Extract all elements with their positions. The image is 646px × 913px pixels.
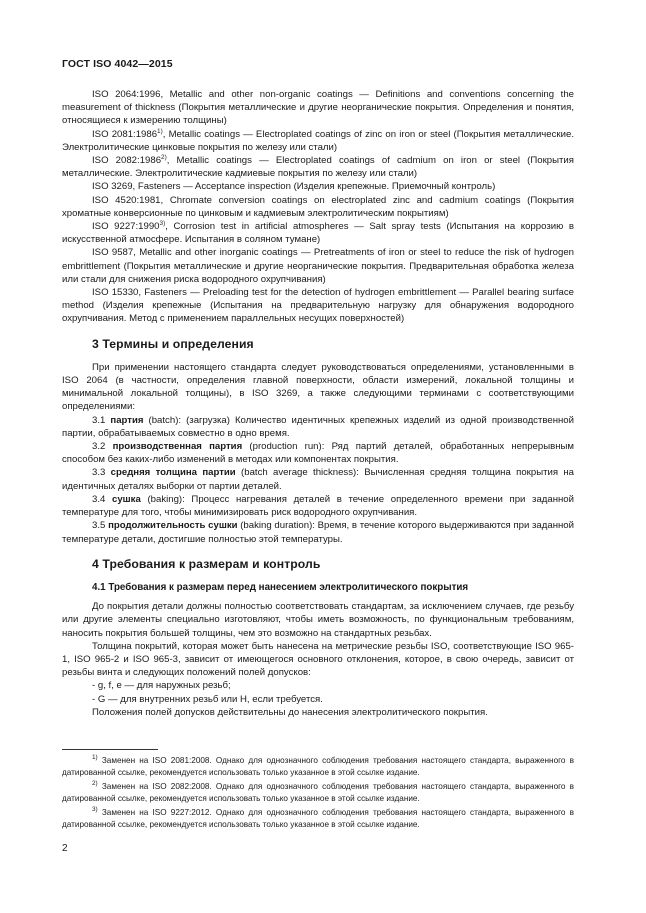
reference-item: ISO 4520:1981, Chromate conversion coatings on electroplated zinc and cadmium coatings (Покрытия хроматные конверсионные по цинковым и кадмиевым электролитическим покрытиям) <box>62 194 574 219</box>
subsection-4-1-title: 4.1 Требования к размерам перед нанесением электролитического покрытия <box>92 581 469 593</box>
document-header: ГОСТ ISO 4042—2015 <box>62 58 173 70</box>
reference-item: ISO 2081:1986$^{1)}$, Metallic coatings — Electroplated coatings of zinc on iron or steel (Покрытия металлические. Электролитические цинковые покрытия по железу или стали) <box>62 127 574 153</box>
term-name: партия <box>110 414 144 426</box>
term-item: 3.2 производственная партия (production run): Ряд партий деталей, обработанных непрерывным способом без каких-либо изменений в методах или компонентах покрытия. <box>62 441 574 466</box>
term-item: 3.3 средняя толщина партии (batch average thickness): Вычисленная средняя толщина покрытия на идентичных деталях выборки от партии деталей. <box>62 467 574 492</box>
footnote-item: $^{3)}$ Заменен на ISO 9227:2012. Однако для однозначного соблюдения требования настоящего стандарта, выраженного в датированной ссылке, рекомендуется использовать только указанное в этой ссылке издание. <box>62 806 574 829</box>
reference-item: ISO 3269, Fasteners — Acceptance inspection (Изделия крепежные. Приемочный контроль) <box>92 181 496 193</box>
term-name: продолжительность сушки <box>108 520 238 532</box>
term-item: 3.4 сушка (baking): Процесс нагревания деталей в течение определенного времени при заданной температуре для того, чтобы минимизировать риск водородного охрупчивания. <box>62 493 574 519</box>
footnote-marker[interactable]: 2) <box>161 154 167 162</box>
footnote-number: 3) <box>92 806 98 814</box>
footnote-marker[interactable]: 1) <box>157 127 163 135</box>
term-name: средняя толщина партии <box>110 467 236 479</box>
section-4-body <box>62 600 574 719</box>
section-4-title: 4 Требования к размерам и контроль <box>92 556 321 571</box>
footnote-divider <box>62 749 158 750</box>
footnote-item: $^{1)}$ Заменен на ISO 2081:2008. Однако для однозначного соблюдения требования настоящего стандарта, выраженного в датированной ссылке, рекомендуется использовать только указанное в этой ссылке издание. <box>62 754 574 777</box>
term-item: 3.5 продолжительность сушки (baking duration): Время, в течение которого выдерживаются при заданной температуре детали, достигшие полностью этой температуры. <box>62 520 574 545</box>
paragraph: Положения полей допусков действительны до нанесения электролитического покрытия. <box>92 706 488 718</box>
list-item: - G — для внутренних резьб или H, если требуется. <box>92 693 323 705</box>
list-item: - g, f, e — для наружных резьб; <box>92 680 231 692</box>
paragraph: Толщина покрытий, которая может быть нанесена на метрические резьбы ISO, соответствующие ISO 965-1, ISO 965-2 и ISO 965-3, зависит от имеющегося основного отклонения, которое, в свою очередь, зависит от резьбы винта и следующих положений полей допусков: <box>62 640 574 679</box>
page-number: 2 <box>62 843 68 854</box>
section-3-body <box>62 361 574 546</box>
reference-item: ISO 2082:1986$^{2)}$, Metallic coatings — Electroplated coatings of cadmium on iron or steel (Покрытия металлические. Электролитические кадмиевые покрытия по железу или стали) <box>62 154 574 180</box>
footnotes <box>62 749 574 834</box>
footnote-number: 2) <box>92 780 98 788</box>
reference-item: ISO 15330, Fasteners — Preloading test for the detection of hydrogen embrittlement — Parallel bearing surface method (Изделия крепежные (Испытания на предварительную нагрузку для обнаружения водородного охрупчивания. Метод с применением параллельных несущих поверхностей) <box>62 287 574 325</box>
paragraph: До покрытия детали должны полностью соответствовать стандартам, за исключением случаев, где резьбу или другие элементы специально изготовляют, чтобы иметь возможность, по функциональным требованиям, наносить покрытия большей толщины, чем это возможно на стандартных резьбах. <box>62 601 574 639</box>
term-item: 3.1 партия (batch): (загрузка) Количество идентичных крепежных изделий из одной производственной партии, обрабатываемых совместно в одно время. <box>62 414 574 439</box>
reference-item: ISO 2064:1996, Metallic and other non-organic coatings — Definitions and conventions concerning the measurement of thickness (Покрытия металлические и другие неорганические покрытия. Определения и понятия, относящиеся к измерению толщины) <box>62 89 574 127</box>
section-3-intro: При применении настоящего стандарта следует руководствоваться определениями, установленными в ISO 2064 (в частности, определения главной поверхности, области измерений, локальной толщины и минимальной локальной толщины), в ISO 3269, а также следующими терминами с соответствующими определениями: <box>62 361 574 413</box>
reference-item: ISO 9587, Metallic and other inorganic coatings — Pretreatments of iron or steel to reduce the risk of hydrogen embrittlement (Покрытия металлические и другие неорганические покрытия. Предварительная обработка железа или стали для снижения риска водородного охрупчивания) <box>62 247 574 285</box>
footnote-marker[interactable]: 3) <box>159 220 166 228</box>
reference-item: ISO 9227:1990$^{3)}$, Corrosion test in artificial atmospheres — Salt spray tests (Испытания на коррозию в искусственной атмосфере. Испытания в соляном тумане) <box>62 220 574 246</box>
term-name: производственная партия <box>112 441 243 453</box>
normative-references <box>62 88 574 326</box>
term-name: сушка <box>112 493 141 505</box>
footnote-number: 1) <box>92 754 98 761</box>
document-body <box>62 88 574 719</box>
section-3-title: 3 Термины и определения <box>92 336 254 351</box>
footnote-item: $^{2)}$ Заменен на ISO 2082:2008. Однако для однозначного соблюдения требования настоящего стандарта, выраженного в датированной ссылке, рекомендуется использовать только указанное в этой ссылке издание. <box>62 780 574 803</box>
